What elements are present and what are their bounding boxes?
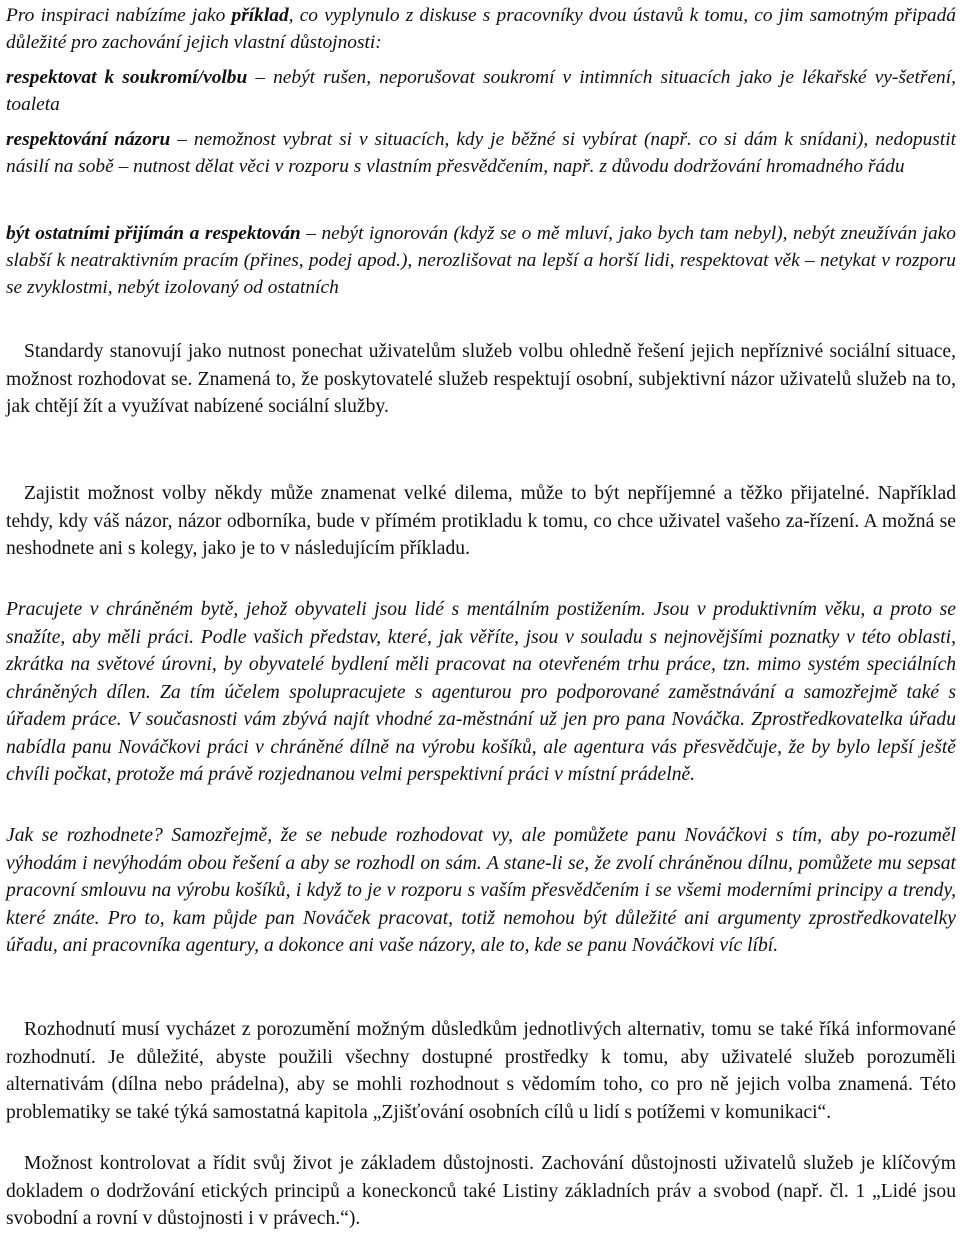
dilemma-paragraph: Zajistit možnost volby někdy může znamenat velké dilema, může to být nepříjemné a těžko přijatelné. Například tehdy, kdy váš názor, názor odborníka, bude v přímém protikladu k tomu, co chce uživatel vašeho za-řízení. A možná se neshodnete ani s kolegy, jako je to v následujícím příkladu. xyxy=(6,483,956,559)
list-item xyxy=(6,126,956,180)
standards-paragraph: Standardy stanovují jako nutnost ponechat uživatelům služeb volbu ohledně řešení jejich nepříznivé sociální situace, možnost rozhodovat se. Znamená to, že poskytovatelé služeb respektují osobní, subjektivní názor uživatelů služeb na to, jak chtějí žít a využívat nabízené sociální služby. xyxy=(6,341,956,417)
intro-paragraph xyxy=(6,2,956,56)
list-item xyxy=(6,220,956,301)
intro-bold-word: příklad xyxy=(231,5,289,26)
dignity-paragraph: Možnost kontrolovat a řídit svůj život je základem důstojnosti. Zachování důstojnosti uživatelů služeb je klíčovým dokladem o dodržování etických principů a koneckonců také Listiny základních práv a svobod (např. čl. 1 „Lidé jsou svobodní a rovní v důstojnosti i v právech.“). xyxy=(6,1153,956,1229)
list-item-desc: – nebýt ignorován (když se o mě mluví, jako bych tam nebyl), nebýt zneužíván jako slabší k neatraktivním pracím (přines, podej apod.), nerozlišovat na lepší a horší lidi, respektovat věk – netykat v rozporu se zvyklostmi, nebýt izolovaný od ostatních xyxy=(6,223,956,298)
informed-decision-paragraph: Rozhodnutí musí vycházet z porozumění možným důsledkům jednotlivých alternativ, tomu se také říká informované rozhodnutí. Je důležité, abyste použili všechny dostupné prostředky k tomu, aby uživatelé služeb porozuměli alternativám (dílna nebo prádelna), aby se mohli rozhodnout s vědomím toho, co pro ně jejich volba znamená. Této problematiky se také týká samostatná kapitola „Zjišťování osobních cílů u lidí s potížemi v komunikaci“. xyxy=(6,1019,956,1123)
list-item xyxy=(6,64,956,118)
intro-text-before: Pro inspiraci nabízíme jako xyxy=(6,5,232,26)
list-item-desc: – nebýt rušen, neporušovat soukromí v intimních situacích jako je lékařské vy-šetření, toaleta xyxy=(6,67,956,115)
question-paragraph: Jak se rozhodnete? Samozřejmě, že se nebude rozhodovat vy, ale pomůžete panu Nováčkovi s tím, aby po-rozuměl výhodám i nevýhodám obou řešení a aby se rozhodl on sám. A stane-li se, že zvolí chráněnou dílnu, pomůžete mu sepsat pracovní smlouvu na výrobu košíků, i když to je v rozporu s vaším přesvědčením i se všemi moderními principy a trendy, které znáte. Pro to, kam půjde pan Nováček pracovat, totiž nemohou být důležité ani argumenty zprostředkovatelky úřadu, ani pracovníka agentury, a dokonce ani vaše názory, ale to, kde se panu Nováčkovi víc líbí. xyxy=(6,825,956,956)
example-paragraph: Pracujete v chráněném bytě, jehož obyvateli jsou lidé s mentálním postižením. Jsou v produktivním věku, a proto se snažíte, aby měli práci. Podle vašich představ, které, jak věříte, jsou v souladu s nejnovějšími poznatky v této oblasti, zkrátka na světové úrovni, by obyvatelé bydlení měli pracovat na otevřeném trhu práce, tzn. mimo systém speciálních chráněných dílen. Za tím účelem spolupracujete s agenturou pro podporované zaměstnávání a samozřejmě také s úřadem práce. V současnosti vám zbývá najít vhodné za-městnání už jen pro pana Nováčka. Zprostředkovatelka úřadu nabídla panu Nováčkovi práci v chráněné dílně na výrobu košíků, ale agentura vás přesvědčuje, že by bylo lepší ještě chvíli počkat, protože má právě rozjednanou velmi perspektivní práci v místní prádelně. xyxy=(6,599,956,785)
list-item-term: respektování názoru xyxy=(6,129,171,150)
list-item-term: být ostatními přijímán a respektován xyxy=(6,223,301,244)
list-item-desc: – nemožnost vybrat si v situacích, kdy je běžné si vybírat (např. co si dám k snídani), nedopustit násilí na sobě – nutnost dělat věci v rozporu s vlastním přesvědčením, např. z důvodu dodržování hromadného řádu xyxy=(6,129,956,177)
intro-text-after: , co vyplynulo z diskuse s pracovníky dvou ústavů k tomu, co jim samotným připadá důležité pro zachování jejich vlastní důstojnosti: xyxy=(6,5,956,53)
list-item-term: respektovat k soukromí/volbu xyxy=(6,67,248,88)
